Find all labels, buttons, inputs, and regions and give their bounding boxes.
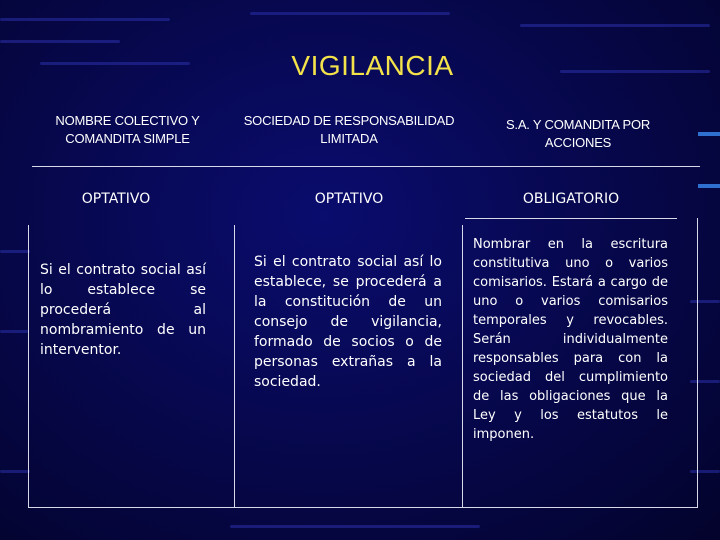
requirement-srl: OPTATIVO [314,191,384,207]
column-header-colectivo: NOMBRE COLECTIVO Y COMANDITA SIMPLE [55,113,200,146]
description-sa: Nombrar en la escritura constitutiva uno o varios comisarios. Estará a cargo de uno o varios comisarios temporales y revocables. Serán individualmente responsables para con la sociedad del cumplimiento de las obligaciones que la Ley y los estatutos le imponen. [473,237,668,442]
header-underline [32,166,700,167]
requirement-colectivo: OPTATIVO [81,191,151,207]
requirement-sa: OBLIGATORIO [522,191,620,207]
table-border-left [28,225,29,507]
accent-bar-1 [698,132,720,136]
table-divider-1 [234,225,235,507]
slide-title: VIGILANCIA [291,50,454,81]
column-header-srl: SOCIEDAD DE RESPONSABILIDAD LIMITADA [243,113,455,146]
description-colectivo: Si el contrato social así lo establece se procederá al nombramiento de un interventor. [40,262,206,358]
requirement-underline [465,218,677,219]
accent-bar-2 [698,184,720,188]
table-border-bottom [28,507,698,508]
column-header-sa: S.A. Y COMANDITA POR ACCIONES [505,117,651,150]
description-srl: Si el contrato social así lo establece, se procederá a la constitución de un consejo de vigilancia, formado de socios o de personas extrañas a la sociedad. [254,254,442,390]
table-border-right [697,218,698,507]
table-divider-2 [462,225,463,507]
